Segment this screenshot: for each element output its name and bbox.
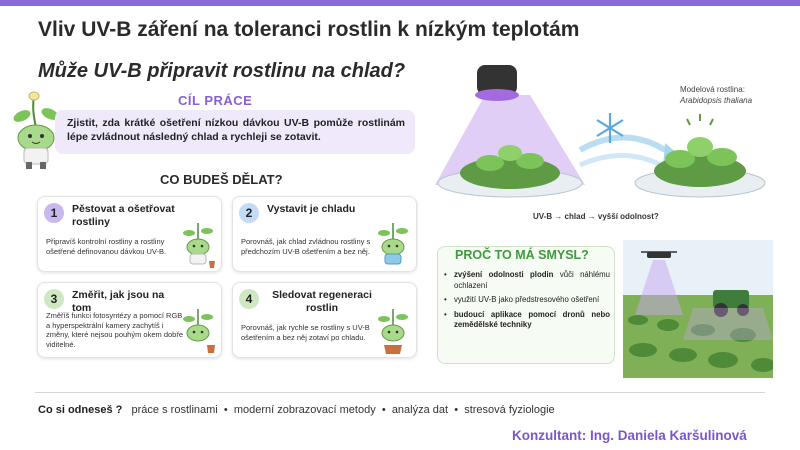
goal-box: [55, 110, 415, 154]
step-number-badge: 4: [239, 289, 259, 309]
mascot-plant-icon: [179, 219, 217, 269]
takeaway-item: moderní zobrazovací metody: [233, 404, 376, 416]
takeaway-separator: •: [381, 404, 386, 416]
why-list: [442, 270, 610, 335]
illustration-caption: UV-B → chlad → vyšší odolnost?: [533, 212, 659, 221]
top-accent-bar: [0, 0, 800, 6]
step-title: Sledovat regeneraci rostlin: [272, 289, 372, 314]
mascot-plant-icon: [374, 305, 412, 355]
step-number-badge: 2: [239, 203, 259, 223]
consultant-name: Konzultant: Ing. Daniela Karšulinová: [512, 428, 747, 443]
step-title: Pěstovat a ošetřovat rostliny: [72, 203, 175, 228]
step-body: Změříš funkci fotosyntézy a pomocí RGB a hyperspektrální kamery zachytíš i změny, které nejsou pouhým okem dobře viditelné.: [46, 311, 184, 349]
goal-heading: CÍL PRÁCE: [178, 93, 253, 108]
why-heading: PROČ TO MÁ SMYSL?: [455, 248, 589, 262]
why-item: • budoucí aplikace pomocí dronů nebo zemědělské techniky: [442, 310, 610, 331]
takeaway-item: analýza dat: [391, 404, 449, 416]
drone-field-illustration: [623, 240, 773, 378]
why-item: • zvýšení odolnosti plodin vůči náhlému ochlazení: [442, 270, 610, 291]
takeaway-separator: •: [454, 404, 459, 416]
page-subtitle: Může UV-B připravit rostlinu na chlad?: [38, 60, 406, 82]
mascot-plant-icon: [179, 305, 217, 355]
why-item: • využití UV-B jako předstresového ošetření: [442, 295, 610, 306]
model-plant-label: [680, 84, 752, 106]
takeaway-label: Co si odneseš ?: [38, 404, 123, 416]
step-title: Změřit, jak jsou na tom: [72, 289, 165, 314]
footer-divider: [35, 392, 765, 393]
step-title: Vystavit je chladu: [267, 203, 356, 215]
step-card-1: [37, 196, 222, 272]
takeaway-separator: •: [223, 404, 228, 416]
step-card-4: [232, 282, 417, 358]
todo-heading: CO BUDEŠ DĚLAT?: [160, 172, 283, 187]
page-title: Vliv UV-B záření na toleranci rostlin k nízkým teplotám: [38, 18, 580, 41]
step-number-badge: 1: [44, 203, 64, 223]
step-number-badge: 3: [44, 289, 64, 309]
step-card-2: [232, 196, 417, 272]
uvb-cold-experiment-illustration: [435, 55, 770, 215]
step-body: Porovnáš, jak chlad zvládnou rostliny s předchozím UV-B ošetřením a bez něj.: [241, 237, 371, 256]
takeaway-row: [38, 404, 555, 416]
model-label: Modelová rostlina:: [680, 85, 745, 94]
step-body: Porovnáš, jak rychle se rostliny s UV-B ošetřením a bez něj zotaví po chladu.: [241, 323, 370, 342]
goal-text: Zjistit, zda krátké ošetření nízkou dávkou UV-B pomůže rostlinám lépe zvládnout následný chlad a rychleji se zotavit.: [67, 117, 405, 143]
model-species: Arabidopsis thaliana: [680, 96, 753, 105]
mascot-plant-icon: [374, 219, 412, 269]
step-card-3: [37, 282, 222, 358]
takeaway-item: stresová fyziologie: [464, 404, 555, 416]
takeaway-item: práce s rostlinami: [131, 404, 218, 416]
step-body: Připravíš kontrolní rostliny a rostliny ošetřené definovanou dávkou UV-B.: [46, 237, 167, 256]
